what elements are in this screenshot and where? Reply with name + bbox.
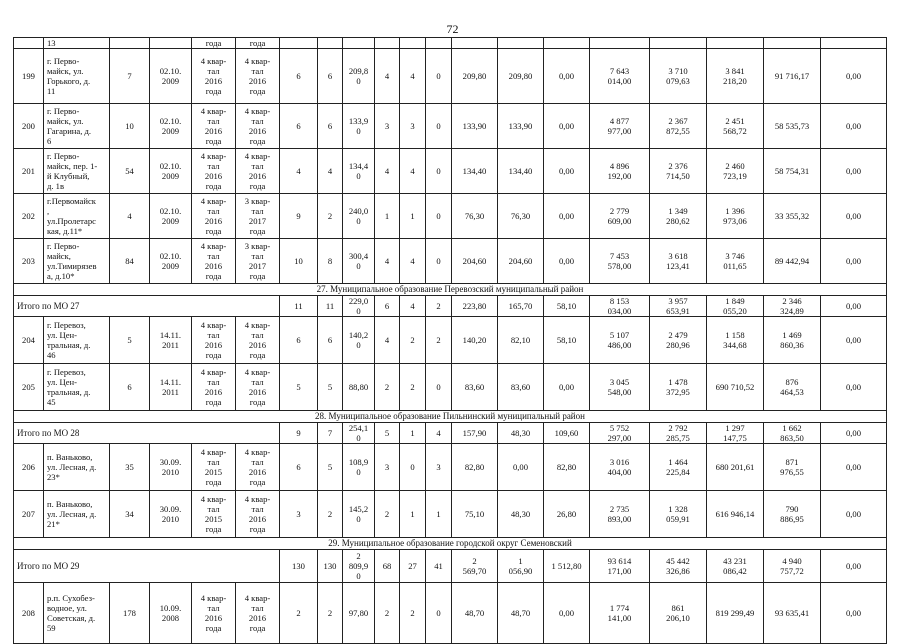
page-number: 72: [446, 22, 459, 36]
section-title: 27. Муниципальное образование Перевозский муниципальный район: [14, 284, 887, 296]
row-number: 208: [14, 583, 44, 644]
address-cell: г. Перво- майск, ул. Горького, д. 11: [44, 49, 110, 104]
address-cell: п. Ваньково, ул. Лесная, д. 21*: [44, 491, 110, 538]
address-cell: г. Перевоз, ул. Цен- тральная, д. 46: [44, 317, 110, 364]
row-number: 207: [14, 491, 44, 538]
table-row: 202 г.Первомайск , ул.Пролетарс кая, д.11* 4 02.10. 2009 4 квар- тал 2016 года 3 квар- тал 2017 года 9 2 240,0 0 1 1 0 76,30 76,30 0,00 2 779 609,00 1 349 280,62 1 396 973,06 33 355,32 0,00: [14, 194, 887, 239]
row-number: 204: [14, 317, 44, 364]
address-cell: г. Перво- майск, пер. 1- й Клубный, д. 1в: [44, 149, 110, 194]
address-cell: г. Перво- майск, ул. Гагарина, д. 6: [44, 104, 110, 149]
address-cell: г.Первомайск , ул.Пролетарс кая, д.11*: [44, 194, 110, 239]
total-row: Итого по МО 28 9 7 254,1 0 5 1 4 157,90 48,30 109,60 5 752 297,00 2 792 285,75 1 297 147,75 1 662 863,50 0,00: [14, 423, 887, 444]
total-label: Итого по МО 27: [14, 296, 280, 317]
section-header-row: [14, 284, 887, 296]
total-row: Итого по МО 27 11 11 229,0 0 6 4 2 223,80 165,70 58,10 8 153 034,00 3 957 653,91 1 849 055,20 2 346 324,89 0,00: [14, 296, 887, 317]
row-number: 203: [14, 239, 44, 284]
row-number: 200: [14, 104, 44, 149]
table-row: 201 г. Перво- майск, пер. 1- й Клубный, д. 1в 54 02.10. 2009 4 квар- тал 2016 года 4 квар- тал 2016 года 4 4 134,4 0 4 4 0 134,40 134,40 0,00 4 896 192,00 2 376 714,50 2 460 723,19 58 754,31 0,00: [14, 149, 887, 194]
table-row: 203 г. Перво- майск, ул.Тимирязев а, д.10* 84 02.10. 2009 4 квар- тал 2016 года 3 квар- тал 2017 года 10 8 300,4 0 4 4 0 204,60 204,60 0,00 7 453 578,00 3 618 123,41 3 746 011,65 89 442,94 0,00: [14, 239, 887, 284]
table-row: 208 р.п. Сухобез- водное, ул. Советская, д. 59 178 10.09. 2008 4 квар- тал 2016 года 4 квар- тал 2016 года 2 2 97,80 2 2 0 48,70 48,70 0,00 1 774 141,00 861 206,10 819 299,49 93 635,41 0,00: [14, 583, 887, 644]
total-row: Итого по МО 29 130 130 2 809,9 0 68 27 41 2 569,70 1 056,90 1 512,80 93 614 171,00 45 442 326,86 43 231 086,42 4 940 757,72 0,00: [14, 550, 887, 583]
table-row: 200 г. Перво- майск, ул. Гагарина, д. 6 10 02.10. 2009 4 квар- тал 2016 года 4 квар- тал 2016 года 6 6 133,9 0 3 3 0 133,90 133,90 0,00 4 877 977,00 2 367 872,55 2 451 568,72 58 535,73 0,00: [14, 104, 887, 149]
row-number: 205: [14, 364, 44, 411]
row-number: 199: [14, 49, 44, 104]
section-title: 29. Муниципальное образование городской округ Семеновский: [14, 538, 887, 550]
table-row: 204 г. Перевоз, ул. Цен- тральная, д. 46 5 14.11. 2011 4 квар- тал 2016 года 4 квар- тал 2016 года 6 6 140,2 0 4 2 2 140,20 82,10 58,10 5 107 486,00 2 479 280,96 1 158 344,68 1 469 860,36 0,00: [14, 317, 887, 364]
row-number: 201: [14, 149, 44, 194]
row-number: [14, 38, 44, 49]
section-header-row: [14, 538, 887, 550]
address-cell: г. Перво- майск, ул.Тимирязев а, д.10*: [44, 239, 110, 284]
table-row: 206 п. Ваньково, ул. Лесная, д. 23* 35 30.09. 2010 4 квар- тал 2015 года 4 квар- тал 2016 года 6 5 108,9 0 3 0 3 82,80 0,00 82,80 3 016 404,00 1 464 225,84 680 201,61 871 976,55 0,00: [14, 444, 887, 491]
table-row: 205 г. Перевоз, ул. Цен- тральная, д. 45 6 14.11. 2011 4 квар- тал 2016 года 4 квар- тал 2016 года 5 5 88,80 2 2 0 83,60 83,60 0,00 3 045 548,00 1 478 372,95 690 710,52 876 464,53 0,00: [14, 364, 887, 411]
total-label: Итого по МО 29: [14, 550, 280, 583]
section-title: 28. Муниципальное образование Пильнинский муниципальный район: [14, 411, 887, 423]
table-row: 207 п. Ваньково, ул. Лесная, д. 21* 34 30.09. 2010 4 квар- тал 2015 года 4 квар- тал 2016 года 3 2 145,2 0 2 1 1 75,10 48,30 26,80 2 735 893,00 1 328 059,91 616 946,14 790 886,95 0,00: [14, 491, 887, 538]
table-row: 199 г. Перво- майск, ул. Горького, д. 11 7 02.10. 2009 4 квар- тал 2016 года 4 квар- тал 2016 года 6 6 209,8 0 4 4 0 209,80 209,80 0,00 7 643 014,00 3 710 079,63 3 841 218,20 91 716,17 0,00: [14, 49, 887, 104]
row-number: 202: [14, 194, 44, 239]
total-label: Итого по МО 28: [14, 423, 280, 444]
row-number: 206: [14, 444, 44, 491]
resettlement-table: [13, 37, 887, 644]
address-cell: р.п. Сухобез- водное, ул. Советская, д. 59: [44, 583, 110, 644]
address-cell: п. Ваньково, ул. Лесная, д. 23*: [44, 444, 110, 491]
address-cell: г. Перевоз, ул. Цен- тральная, д. 45: [44, 364, 110, 411]
section-header-row: [14, 411, 887, 423]
continuation-row: 13 года года: [14, 38, 887, 49]
address-cell: 13: [44, 38, 110, 49]
